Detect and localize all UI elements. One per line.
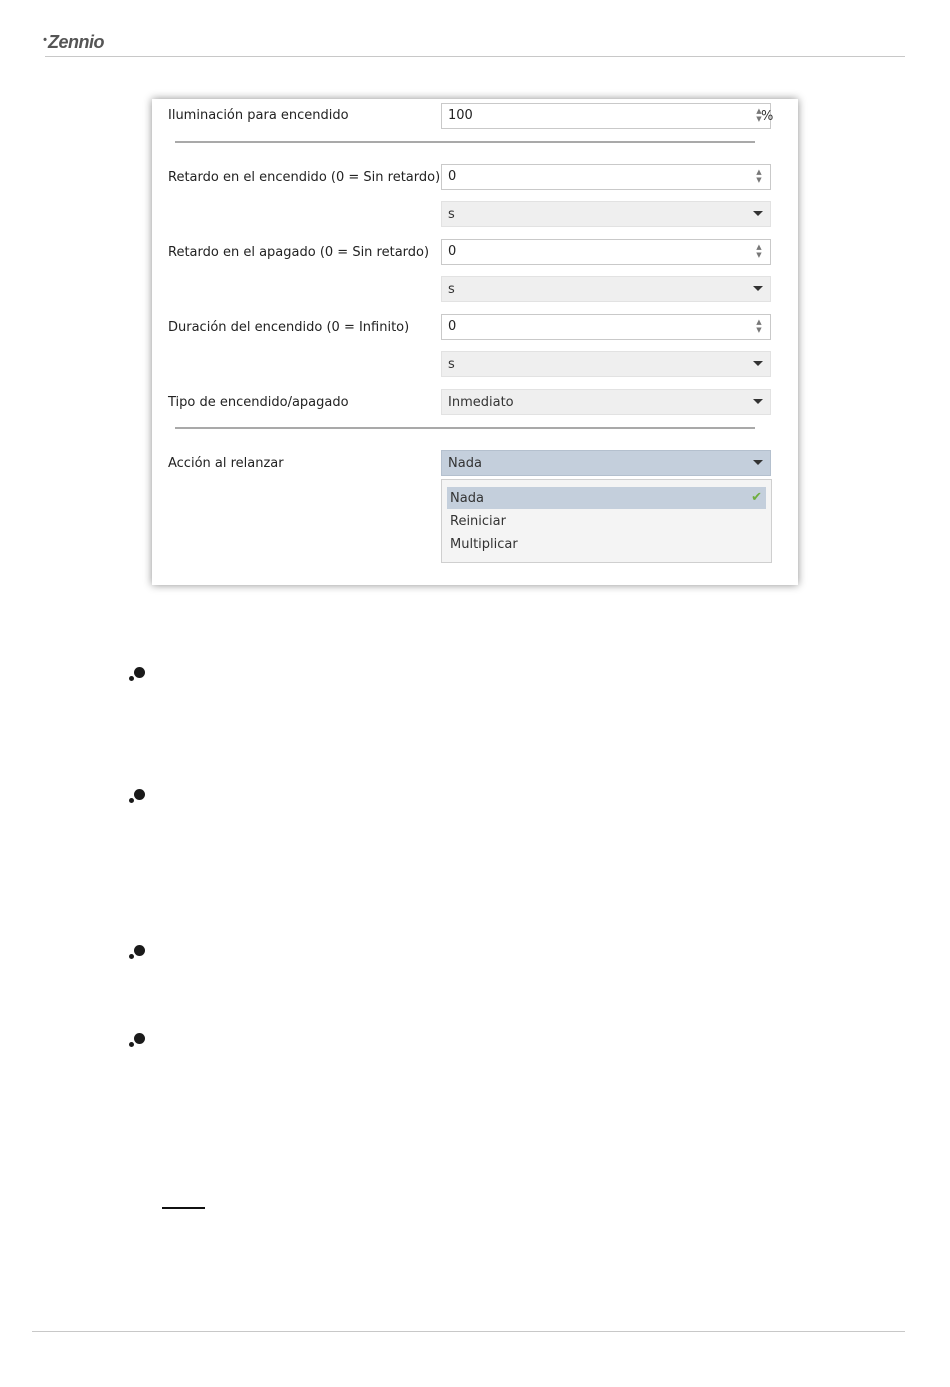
- retrigger-action-select[interactable]: [441, 450, 771, 476]
- chevron-down-icon: [753, 211, 763, 216]
- dropdown-option-reiniciar[interactable]: [447, 510, 766, 532]
- section-divider: [175, 141, 755, 143]
- illumination-value: 100: [448, 108, 473, 123]
- off-delay-input[interactable]: [441, 239, 771, 265]
- off-delay-label: Retardo en el apagado (0 = Sin retardo): [168, 245, 430, 260]
- header-divider: [45, 56, 905, 57]
- settings-panel: [152, 99, 798, 585]
- underline-mark: [162, 1207, 205, 1209]
- spin-down-icon[interactable]: ▼: [756, 326, 762, 334]
- bullet-icon: [128, 789, 148, 807]
- chevron-down-icon: [753, 286, 763, 291]
- off-delay-spinner[interactable]: [754, 243, 764, 259]
- on-delay-unit-value: s: [448, 207, 455, 222]
- on-delay-unit-select[interactable]: [441, 201, 771, 227]
- dropdown-option-nada[interactable]: [447, 487, 766, 509]
- option-label: Reiniciar: [450, 514, 506, 529]
- on-duration-spinner[interactable]: [754, 318, 764, 334]
- on-delay-label: Retardo en el encendido (0 = Sin retardo): [168, 170, 441, 185]
- bullet-icon: [128, 945, 148, 963]
- option-label: Multiplicar: [450, 537, 518, 552]
- on-duration-unit-value: s: [448, 357, 455, 372]
- spin-down-icon[interactable]: ▼: [756, 176, 762, 184]
- check-icon: ✔: [751, 490, 762, 505]
- spin-up-icon[interactable]: ▲: [756, 318, 762, 326]
- on-duration-label: Duración del encendido (0 = Infinito): [168, 320, 410, 335]
- section-divider: [175, 427, 755, 429]
- chevron-down-icon: [753, 399, 763, 404]
- logo-text: Zennio: [48, 32, 104, 52]
- illumination-unit: %: [761, 109, 774, 124]
- off-delay-unit-value: s: [448, 282, 455, 297]
- retrigger-action-value: Nada: [448, 456, 482, 471]
- retrigger-action-label: Acción al relanzar: [168, 456, 284, 471]
- retrigger-action-dropdown: [441, 479, 772, 563]
- on-duration-value: 0: [448, 319, 457, 334]
- logo-dot: •: [43, 34, 47, 46]
- bullet-icon: [128, 1033, 148, 1051]
- zennio-logo: [43, 32, 104, 53]
- on-duration-unit-select[interactable]: [441, 351, 771, 377]
- chevron-down-icon: [753, 361, 763, 366]
- off-delay-value: 0: [448, 244, 457, 259]
- off-delay-unit-select[interactable]: [441, 276, 771, 302]
- spin-down-icon[interactable]: ▼: [756, 251, 762, 259]
- spin-down-icon[interactable]: ▼: [756, 115, 762, 123]
- chevron-down-icon: [753, 460, 763, 465]
- bullet-icon: [128, 667, 148, 685]
- spin-up-icon[interactable]: ▲: [756, 107, 762, 115]
- on-off-type-label: Tipo de encendido/apagado: [168, 395, 349, 410]
- on-off-type-value: Inmediato: [448, 395, 514, 410]
- dropdown-option-multiplicar[interactable]: [447, 533, 766, 555]
- illumination-input[interactable]: [441, 103, 774, 129]
- footer-divider: [32, 1331, 905, 1332]
- illumination-label: Iluminación para encendido: [168, 108, 349, 123]
- on-delay-value: 0: [448, 169, 457, 184]
- spin-up-icon[interactable]: ▲: [756, 168, 762, 176]
- on-delay-spinner[interactable]: [754, 168, 764, 184]
- spin-up-icon[interactable]: ▲: [756, 243, 762, 251]
- option-label: Nada: [450, 491, 484, 506]
- on-duration-input[interactable]: [441, 314, 771, 340]
- on-delay-input[interactable]: [441, 164, 771, 190]
- on-off-type-select[interactable]: [441, 389, 771, 415]
